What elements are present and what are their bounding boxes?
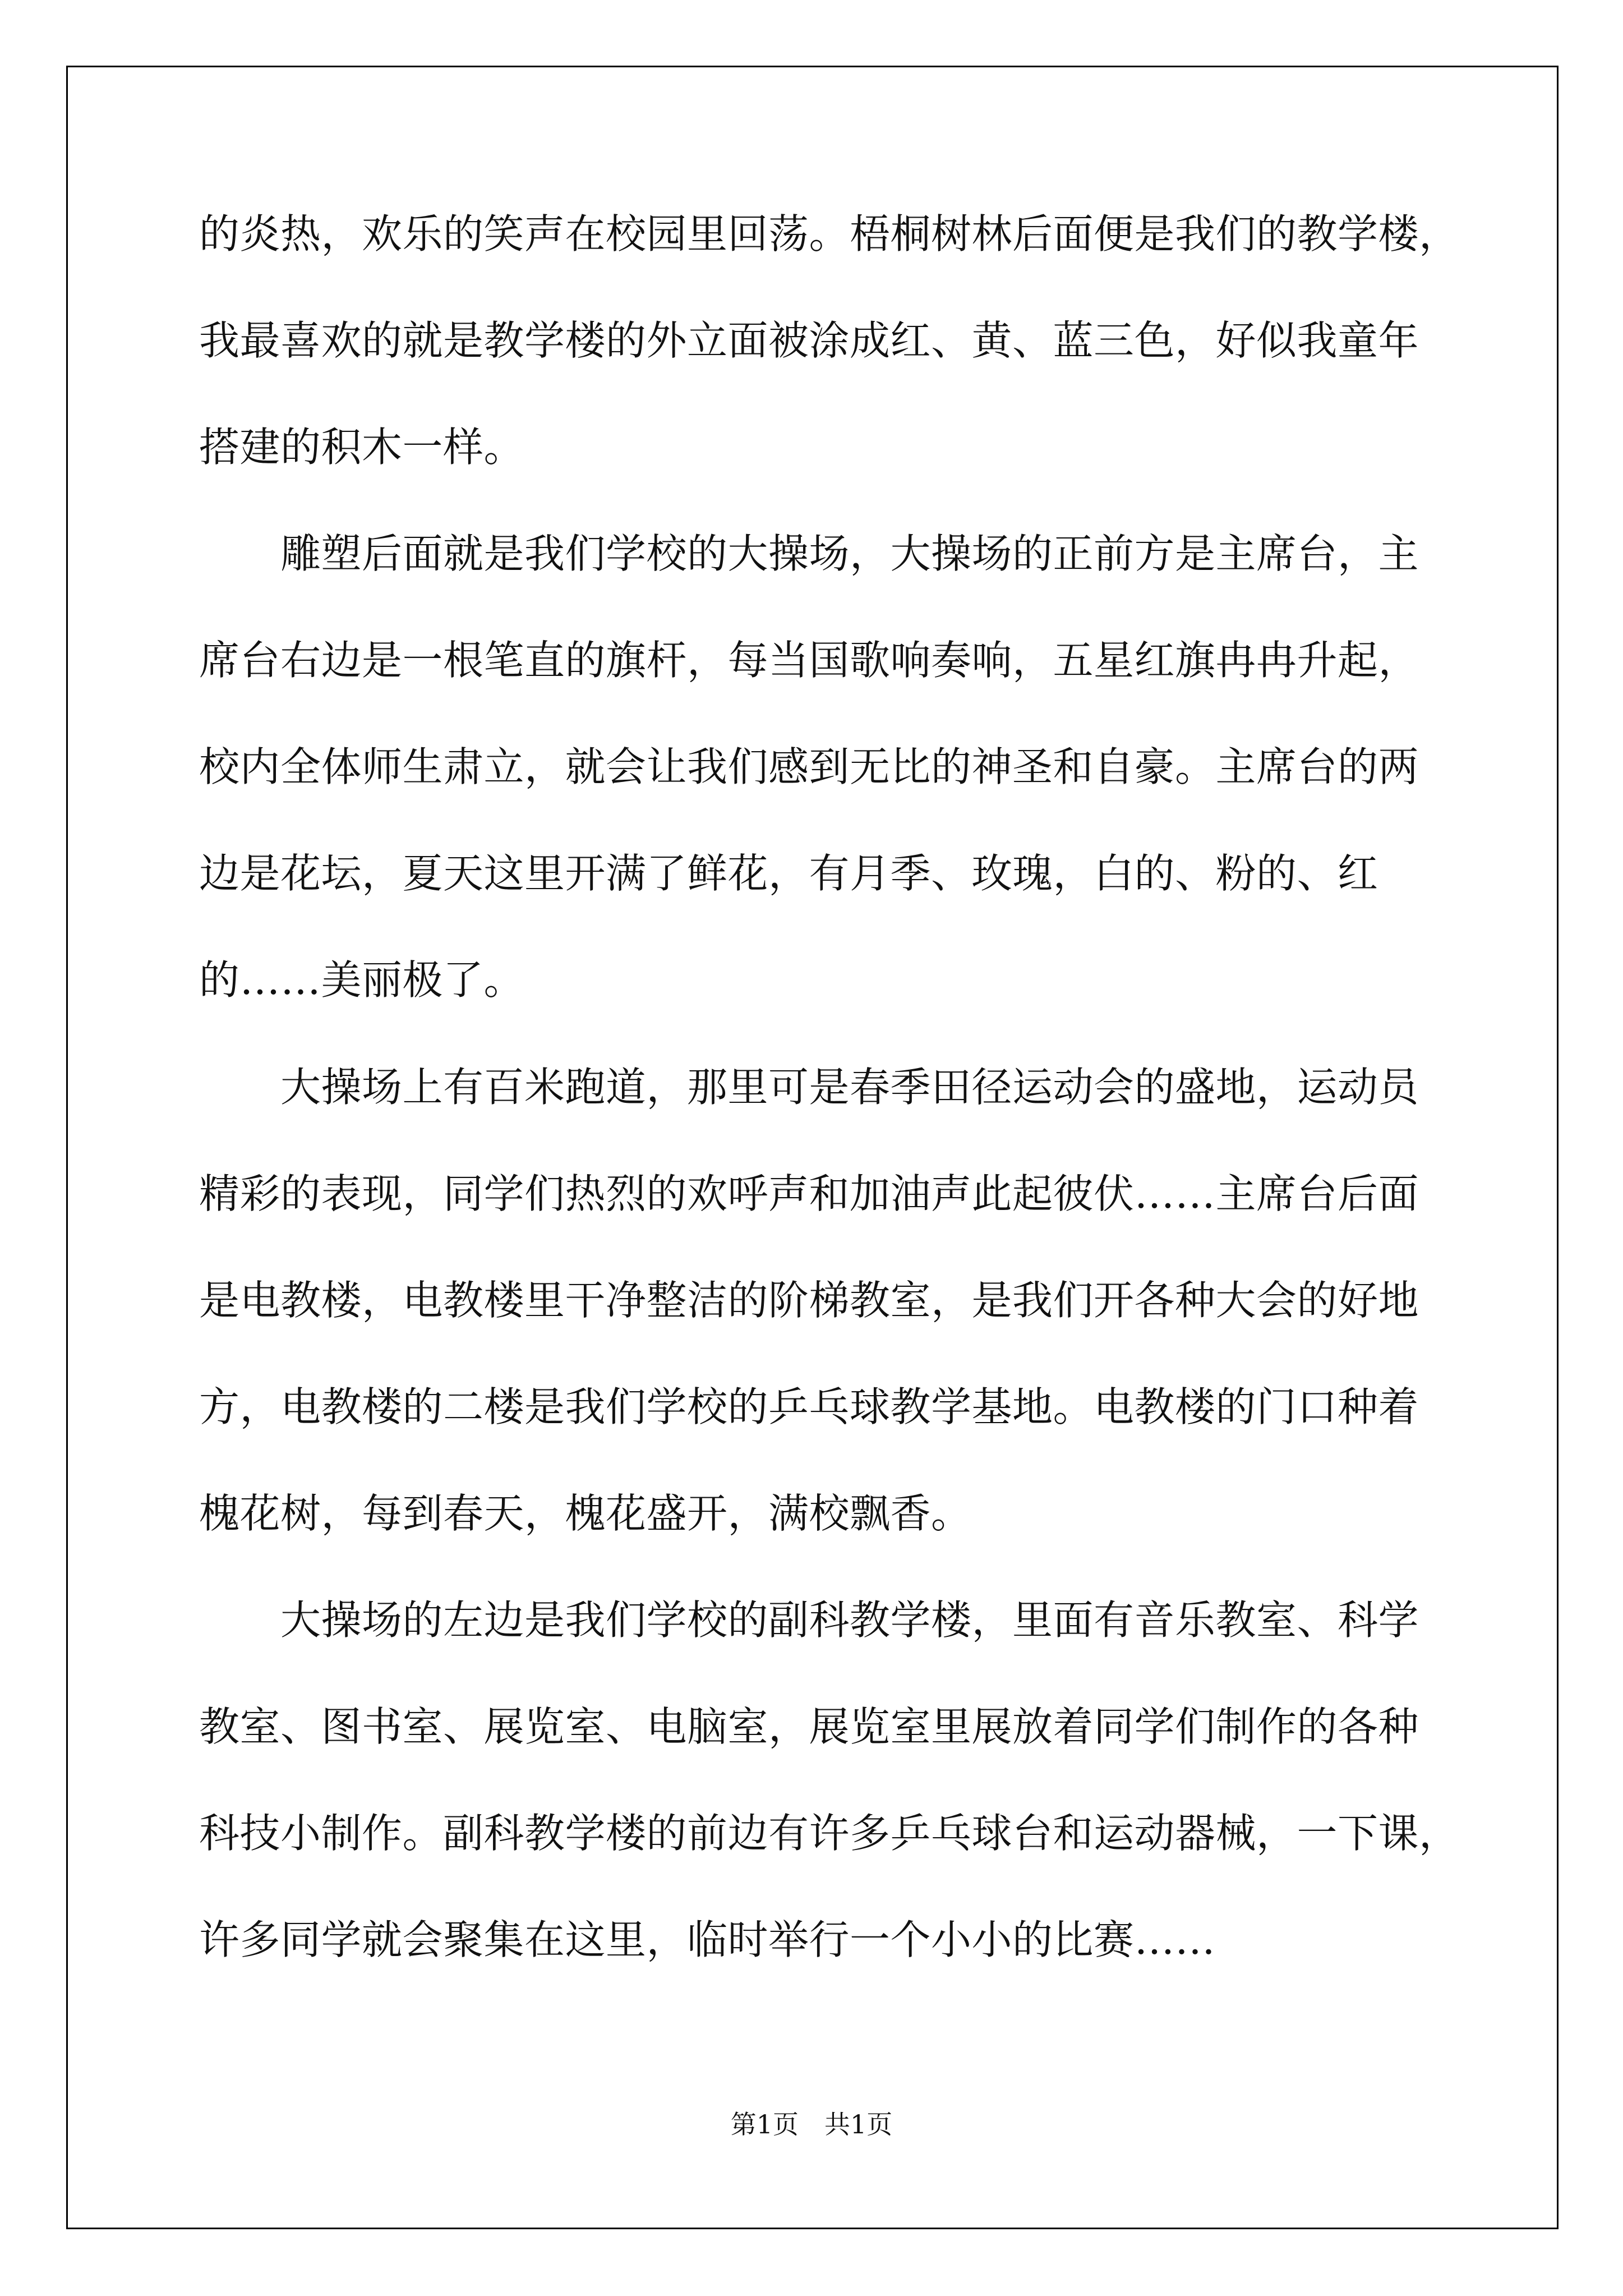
text-line: 的炎热，欢乐的笑声在校园里回荡。梧桐树林后面便是我们的教学楼， (199, 210, 1460, 257)
text-line: 席台右边是一根笔直的旗杆，每当国歌响奏响，五星红旗冉冉升起， (199, 637, 1419, 684)
text-line: 校内全体师生肃立，就会让我们感到无比的神圣和自豪。主席台的两 (199, 743, 1419, 790)
text-line: 搭建的积木一样。 (199, 424, 525, 471)
text-line: 边是花坛，夏天这里开满了鲜花，有月季、玫瑰，白的、粉的、红 (199, 850, 1378, 897)
text-line: 精彩的表现，同学们热烈的欢呼声和加油声此起彼伏……主席台后面 (199, 1170, 1419, 1217)
text-line: 许多同学就会聚集在这里，临时举行一个小小的比赛…… (199, 1916, 1216, 1963)
text-line: 雕塑后面就是我们学校的大操场，大操场的正前方是主席台，主 (199, 530, 1419, 577)
text-line: 是电教楼，电教楼里干净整洁的阶梯教室，是我们开各种大会的好地 (199, 1277, 1419, 1324)
text-line: 我最喜欢的就是教学楼的外立面被涂成红、黄、蓝三色，好似我童年 (199, 317, 1419, 364)
text-line: 教室、图书室、展览室、电脑室，展览室里展放着同学们制作的各种 (199, 1703, 1419, 1750)
text-line: 槐花树，每到春天，槐花盛开，满校飘香。 (199, 1490, 972, 1537)
text-line: 的……美丽极了。 (199, 956, 525, 1004)
text-line: 大操场的左边是我们学校的副科教学楼，里面有音乐教室、科学 (199, 1596, 1419, 1644)
page-border (66, 66, 1559, 2229)
text-line: 方，电教楼的二楼是我们学校的乒乓球教学基地。电教楼的门口种着 (199, 1383, 1419, 1430)
text-line: 科技小制作。副科教学楼的前边有许多乒乓球台和运动器械，一下课， (199, 1810, 1460, 1857)
text-line: 大操场上有百米跑道，那里可是春季田径运动会的盛地，运动员 (199, 1064, 1419, 1111)
page-number-footer: 第1页 共1页 (730, 2109, 893, 2139)
